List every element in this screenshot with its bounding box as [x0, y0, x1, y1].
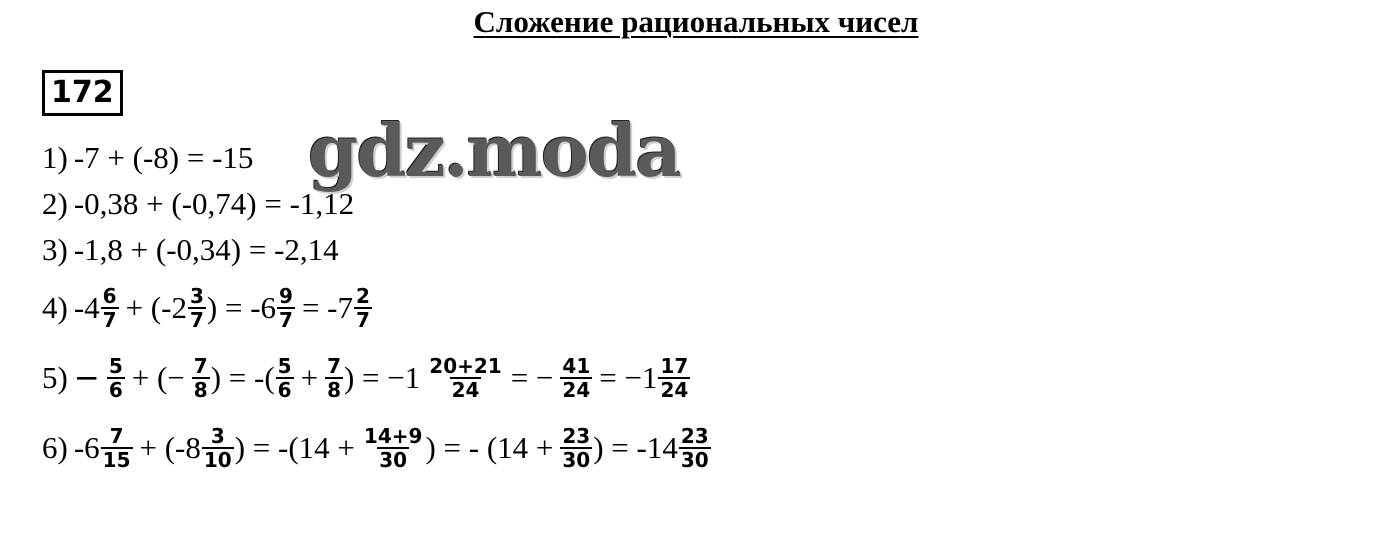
solution-line-3	[42, 220, 339, 280]
numerator: 41	[562, 354, 591, 378]
line-prefix: 4)	[42, 290, 68, 325]
fraction	[276, 355, 294, 401]
expr-part: ) = -(	[210, 360, 275, 395]
denominator: 24	[562, 378, 591, 402]
denominator: 30	[680, 448, 709, 472]
fraction	[354, 285, 372, 331]
line-prefix: 3)	[42, 232, 68, 267]
numerator: 9	[279, 284, 293, 308]
line-text: -1,8 + (-0,34) = -2,14	[73, 232, 339, 267]
numerator: 7	[109, 424, 124, 448]
expr-part: -4	[73, 290, 100, 325]
expr-part: = -7	[301, 290, 354, 325]
expr-part: ) = -(14 +	[234, 430, 355, 465]
line-text: -0,38 + (-0,74) = -1,12	[73, 186, 355, 221]
expr-part: ) = -14	[593, 430, 678, 465]
line-prefix: 5)	[42, 360, 68, 395]
numerator: 7	[193, 354, 208, 378]
numerator: 3	[189, 284, 204, 308]
denominator: 7	[279, 308, 293, 332]
line-prefix: 6)	[42, 430, 68, 465]
expr-part: ) = -6	[206, 290, 277, 325]
fraction	[107, 355, 125, 401]
numerator: 7	[327, 354, 341, 378]
denominator: 24	[451, 378, 480, 402]
numerator: 5	[277, 354, 292, 378]
numerator: 23	[680, 424, 709, 448]
numerator: 14+9	[363, 424, 423, 448]
fraction	[560, 355, 592, 401]
task-number-box: 172	[42, 70, 123, 116]
denominator: 6	[108, 378, 123, 402]
expr-part: + (-8	[139, 430, 201, 465]
watermark-logo: gdz.moda	[308, 108, 680, 193]
denominator: 8	[327, 378, 341, 402]
expr-part: + (-2	[125, 290, 187, 325]
fraction	[192, 355, 210, 401]
numerator: 2	[356, 284, 370, 308]
denominator: 30	[562, 448, 591, 472]
page-title: Сложение рациональных чисел	[473, 4, 919, 39]
fraction	[188, 285, 206, 331]
expr-part: = −	[510, 360, 554, 395]
line-text: -7 + (-8) = -15	[73, 140, 254, 175]
expr-part: -6	[73, 430, 100, 465]
fraction	[658, 355, 690, 401]
expr-part: +	[300, 360, 319, 395]
numerator: 17	[660, 354, 689, 378]
expr-part: ) = - (14 +	[425, 430, 554, 465]
denominator: 24	[660, 378, 689, 402]
expr-part: −	[73, 360, 100, 396]
fraction	[679, 425, 711, 471]
solution-line-5	[42, 348, 691, 408]
denominator: 15	[102, 448, 131, 472]
denominator: 7	[189, 308, 204, 332]
numerator: 20+21	[429, 354, 502, 378]
line-prefix: 2)	[42, 186, 68, 221]
denominator: 10	[203, 448, 232, 472]
denominator: 7	[102, 308, 117, 332]
line-prefix: 1)	[42, 140, 68, 175]
expr-part: = −1	[599, 360, 658, 395]
fraction	[325, 355, 343, 401]
denominator: 30	[379, 448, 408, 472]
expr-part: + (−	[131, 360, 185, 395]
denominator: 8	[193, 378, 208, 402]
expr-part: ) = −1	[343, 360, 421, 395]
fraction	[101, 425, 133, 471]
solution-line-6	[42, 418, 712, 478]
numerator: 6	[102, 284, 117, 308]
numerator: 5	[108, 354, 123, 378]
fraction	[427, 355, 503, 401]
numerator: 3	[210, 424, 225, 448]
denominator: 7	[356, 308, 370, 332]
fraction	[277, 285, 295, 331]
fraction	[101, 285, 119, 331]
denominator: 6	[277, 378, 292, 402]
fraction	[362, 425, 425, 471]
solution-line-4	[42, 278, 373, 338]
numerator: 23	[562, 424, 591, 448]
fraction	[560, 425, 592, 471]
fraction	[202, 425, 234, 471]
